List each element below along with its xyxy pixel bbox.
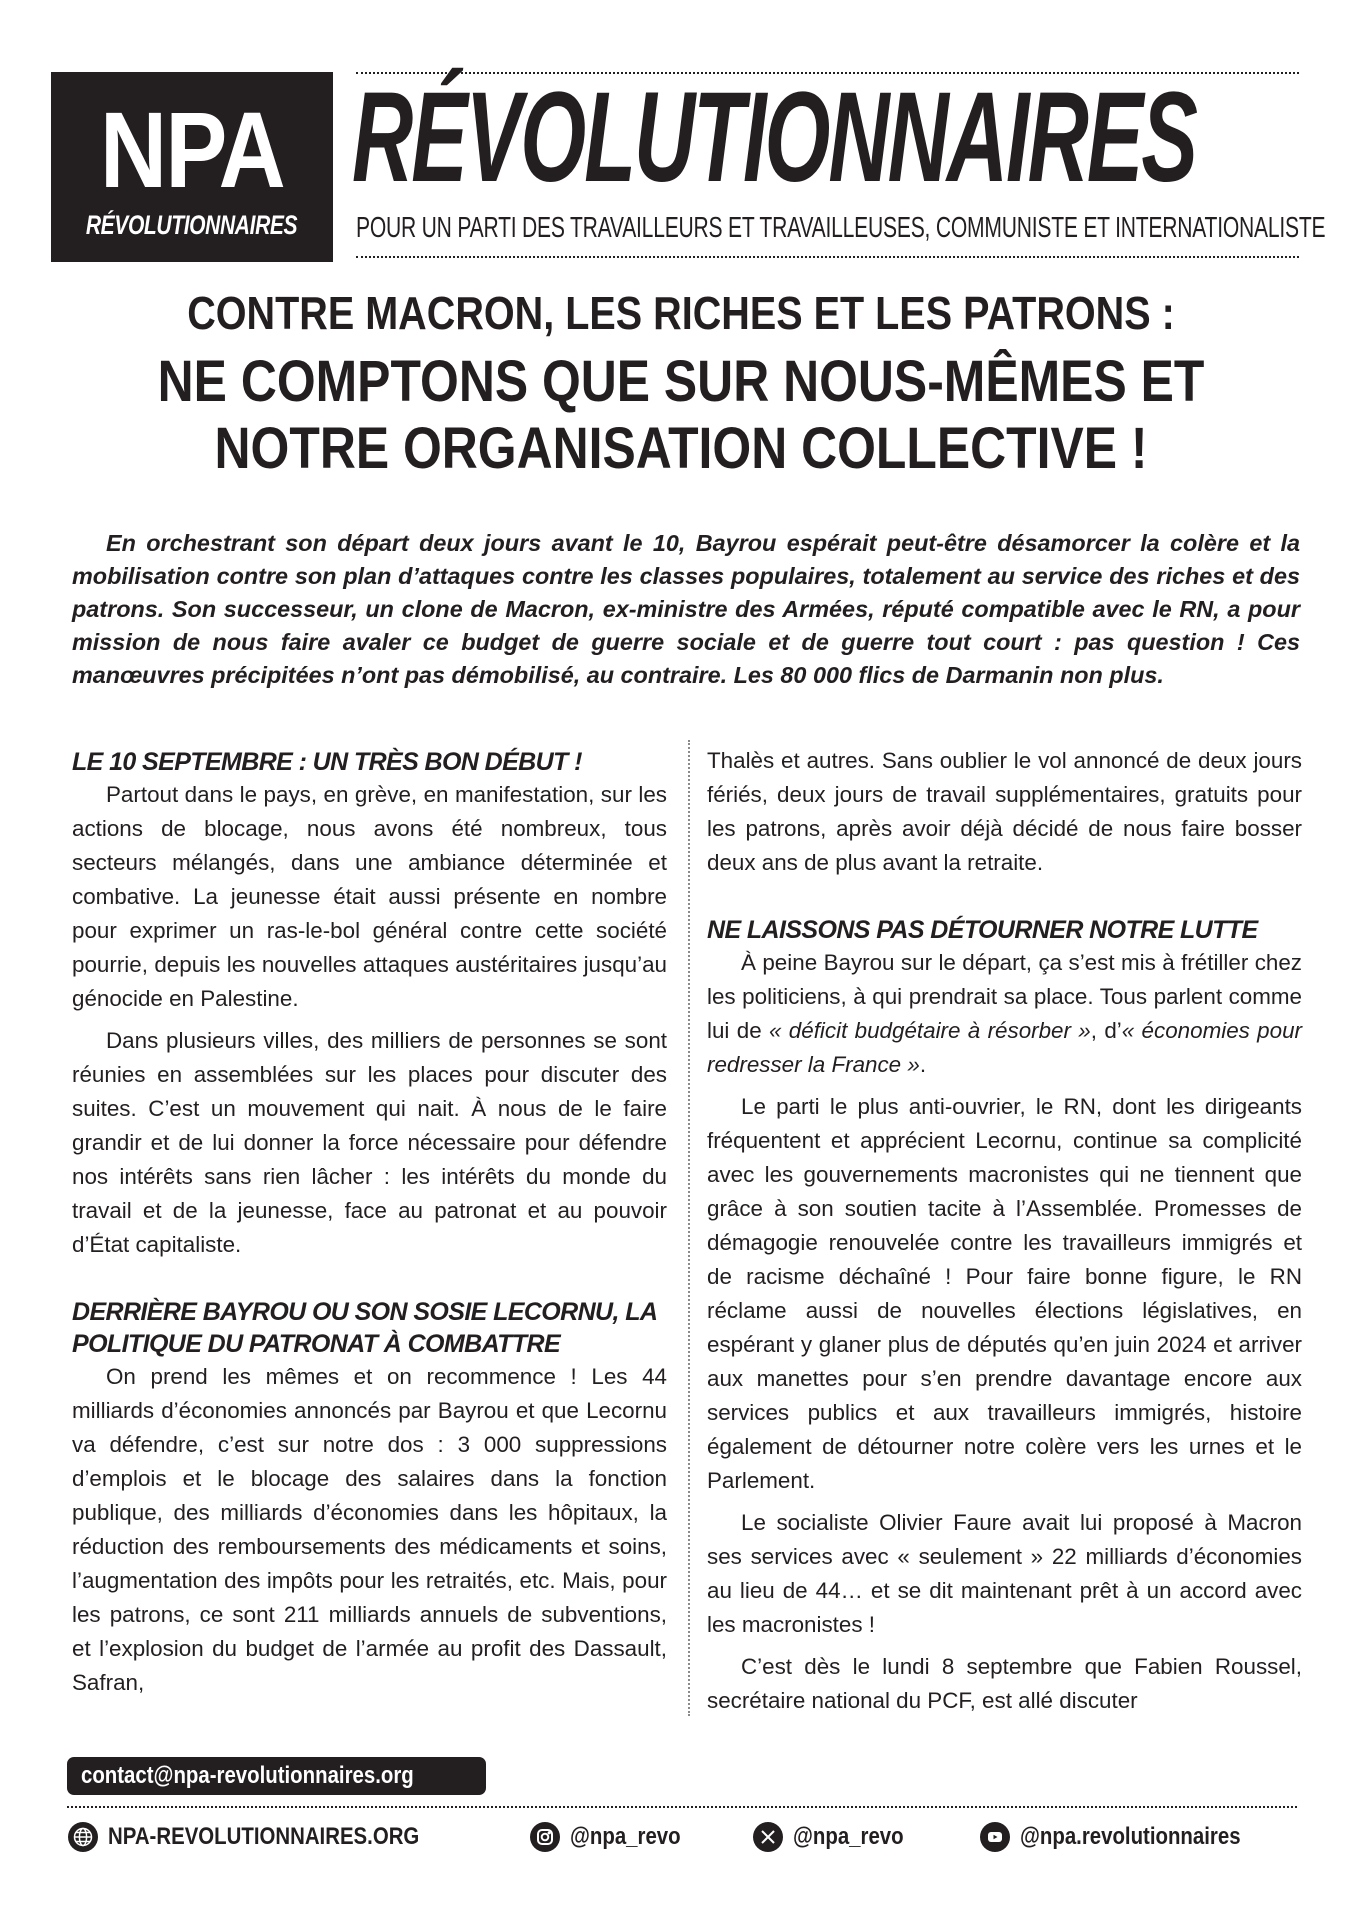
text-span: . [919,1052,927,1077]
youtube-link[interactable] [980,1822,1279,1852]
paragraph: Le parti le plus anti-ouvrier, le RN, dont les dirigeants fréquentent et apprécient Lecornu, continue sa complicité avec les gouvernements macronistes qui ne tiennent que grâce à son soutien tacite à l’Assemblée. Promesses de démagogie renouvelée contre les travailleurs immigrés et de racisme déchaîné ! Pour faire bonne figure, le RN réclame aussi de nouvelles élections législatives, en espérant y glaner plus de députés qu’en juin 2024 et arriver aux manettes pour s’en prendre davantage encore aux services publics et aux travailleurs immigrés, histoire également de détourner notre colère vers les urnes et le Parlement. [707,1094,1302,1493]
lead-paragraph: En orchestrant son départ deux jours avant le 10, Bayrou espérait peut-être désamorcer la colère et la mobilisation contre son plan d’attaques contre les classes populaires, totalement au service des riches et des patrons. Son successeur, un clone de Macron, ex-ministre des Armées, réputé compatible avec le RN, a pour mission de nous faire avaler ce budget de guerre sociale et de guerre tout court : pas question ! Ces manœuvres précipitées n’ont pas démobilisé, au contraire. Les 80 000 flics de Darmanin non plus. [72,530,1300,689]
text-span: , d’ [1090,1018,1122,1043]
paragraph: Partout dans le pays, en grève, en manifestation, sur les actions de blocage, nous avons été nombreux, tous secteurs mélangés, dans une ambiance déterminée et combative. La jeunesse était aussi présente en nombre pour exprimer un ras-le-bol général contre cette société pourrie, depuis les nouvelles attaques austéritaires jusqu’au génocide en Palestine. [72,782,667,1011]
instagram-link[interactable] [530,1822,700,1852]
paragraph: On prend les mêmes et on recommence ! Les 44 milliards d’économies annoncés par Bayrou et que Lecornu va défendre, c’est sur notre dos : 3 000 suppressions d’emplois et le blocage des salaires dans la fonction publique, des milliards d’économies dans les hôpitaux, la réduction des remboursements des médicaments et soins, l’augmentation des impôts pour les retraités, etc. Mais, pour les patrons, ce sont 211 milliards annuels de subventions, et l’explosion du budget de l’armée au profit des Dassault, Safran, [72,1364,667,1695]
paragraph-with-quotes [707,946,1302,1082]
instagram-icon [530,1822,560,1852]
section-title-10-septembre: LE 10 SEPTEMBRE : UN TRÈS BON DÉBUT ! [72,748,582,776]
footer-dotted-rule [67,1806,1297,1808]
spacer [72,1262,667,1296]
x-label: @npa_revo [793,1823,904,1850]
quote-span: « déficit budgétaire à résorber » [769,1018,1091,1043]
x-link[interactable] [753,1822,923,1852]
masthead-tagline: POUR UN PARTI DES TRAVAILLEURS ET TRAVAILLEUSES, COMMUNISTE ET INTERNATIONALISTE [356,212,1326,244]
paragraph: Le socialiste Olivier Faure avait lui proposé à Macron ses services avec « seulement » 22 milliards d’économies au lieu de 44… et se dit maintenant prêt à un accord avec les macronistes ! [707,1510,1302,1637]
contact-email-text: contact@npa-revolutionnaires.org [81,1762,414,1789]
logo-sub-text: RÉVOLUTIONNAIRES [86,210,298,240]
logo-main-text: NPA [99,89,285,210]
section-title-derriere-bayrou: DERRIÈRE BAYROU OU SON SOSIE LECORNU, LA POLITIQUE DU PATRONAT À COMBATTRE [72,1298,657,1358]
headline-line-3: NOTRE ORGANISATION COLLECTIVE ! [214,416,1148,481]
paragraph: C’est dès le lundi 8 septembre que Fabien Roussel, secrétaire national du PCF, est allé discuter [707,1654,1302,1713]
instagram-label: @npa_revo [570,1823,681,1850]
x-icon [753,1822,783,1852]
contact-email-link[interactable] [67,1757,486,1795]
youtube-label: @npa.revolutionnaires [1020,1823,1241,1850]
youtube-icon [980,1822,1010,1852]
npa-logo [51,72,333,262]
left-column [72,746,667,1700]
masthead-dotted-rule-bottom [356,256,1299,258]
paragraph: Dans plusieurs villes, des milliers de personnes se sont réunies en assemblées sur les places pour discuter des suites. C’est un mouvement qui nait. À nous de le faire grandir et de lui donner la force nécessaire pour défendre nos intérêts sans rien lâcher : les intérêts du monde du travail et de la jeunesse, face au patronat et au pouvoir d’État capitaliste. [72,1028,667,1257]
globe-icon [68,1822,98,1852]
masthead-title: RÉVOLUTIONNAIRES [352,66,1196,209]
paragraph-continuation: Thalès et autres. Sans oublier le vol annoncé de deux jours fériés, deux jours de travail supplémentaires, gratuits pour les patrons, après avoir déjà décidé de nous faire bosser deux ans de plus avant la retraite. [707,748,1302,875]
section-title-ne-laissons-pas: NE LAISSONS PAS DÉTOURNER NOTRE LUTTE [707,916,1258,944]
quote-span: « économies pour redresser la France » [707,1018,1302,1077]
right-column [707,744,1302,1718]
website-link[interactable] [68,1822,474,1852]
headline-line-1: CONTRE MACRON, LES RICHES ET LES PATRONS : [187,287,1175,339]
spacer [707,880,1302,914]
column-divider [688,740,690,1716]
headline-line-2: NE COMPTONS QUE SUR NOUS-MÊMES ET [157,349,1205,414]
website-label: NPA-REVOLUTIONNAIRES.ORG [108,1823,420,1850]
text-span: À peine Bayrou sur le départ, ça s’est mis à frétiller chez les politiciens, à qui prendrait sa place. Tous parlent comme lui de [707,950,1302,1043]
